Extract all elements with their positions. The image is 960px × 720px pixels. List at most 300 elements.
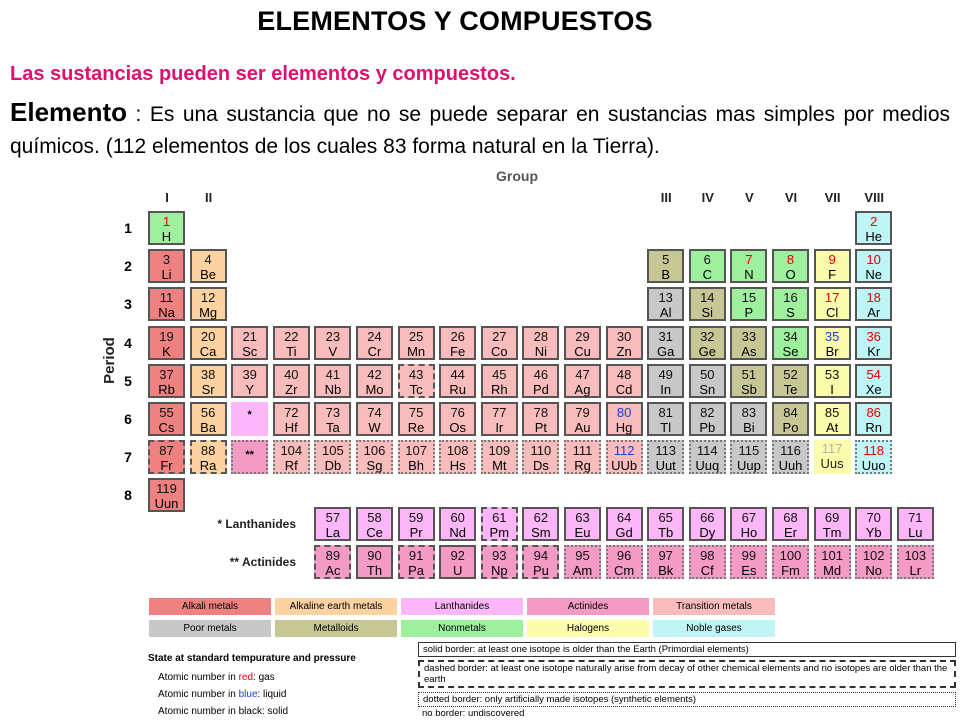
element-cell[interactable] <box>148 249 185 283</box>
element-symbol: Sc <box>242 343 258 359</box>
element-cell[interactable] <box>190 249 227 283</box>
element-cell[interactable] <box>398 507 435 541</box>
atomic-number: 42 <box>367 366 382 382</box>
atomic-number: 49 <box>658 366 673 382</box>
border-legend-dotted: dotted border: only artificially made isotopes (synthetic elements) <box>418 692 956 707</box>
atomic-number: 67 <box>741 510 757 525</box>
element-cell[interactable] <box>855 326 892 360</box>
element-cell[interactable] <box>689 326 726 360</box>
element-cell[interactable] <box>356 545 393 579</box>
atomic-number: 36 <box>866 328 881 344</box>
element-cell[interactable] <box>855 507 892 541</box>
element-symbol: W <box>368 420 381 435</box>
element-cell[interactable] <box>897 507 934 541</box>
element-cell[interactable] <box>314 545 351 579</box>
element-cell[interactable] <box>689 287 726 321</box>
element-symbol: V <box>328 343 338 359</box>
element-symbol: Db <box>324 458 342 474</box>
element-cell[interactable] <box>814 326 851 360</box>
atomic-number: 55 <box>159 405 174 420</box>
element-cell[interactable] <box>190 364 227 398</box>
element-cell[interactable] <box>356 326 393 360</box>
element-cell[interactable] <box>730 402 767 436</box>
element-cell[interactable] <box>855 440 892 474</box>
element-cell[interactable] <box>356 440 393 474</box>
atomic-number: 65 <box>658 510 673 525</box>
element-symbol: Sn <box>699 381 716 397</box>
element-symbol: U <box>452 563 463 578</box>
element-cell[interactable] <box>148 287 185 321</box>
element-cell[interactable] <box>855 545 892 579</box>
element-cell[interactable] <box>855 211 892 245</box>
atomic-number: 79 <box>575 405 590 420</box>
element-symbol: F <box>828 267 837 283</box>
page-title: ELEMENTOS Y COMPUESTOS <box>257 6 653 36</box>
element-cell[interactable] <box>855 287 892 321</box>
element-cell[interactable] <box>897 545 934 579</box>
atomic-number: 8 <box>786 252 795 268</box>
element-cell[interactable] <box>314 507 351 541</box>
element-cell[interactable] <box>772 402 809 436</box>
border-legend-solid: solid border: at least one isotope is older than the Earth (Primordial elements) <box>418 642 956 657</box>
element-cell[interactable] <box>481 545 518 579</box>
element-cell[interactable] <box>190 326 227 360</box>
period-label: 5 <box>124 372 132 389</box>
element-symbol: Uus <box>820 456 844 472</box>
element-cell[interactable] <box>689 249 726 283</box>
element-cell[interactable] <box>439 364 476 398</box>
f-block-placeholder: ** <box>231 440 268 474</box>
element-symbol: Y <box>245 381 255 397</box>
atomic-number: 11 <box>159 290 174 306</box>
state-legend-item <box>158 672 275 683</box>
element-cell[interactable] <box>148 211 185 245</box>
element-symbol: Ar <box>867 305 881 321</box>
element-symbol: Mt <box>492 458 507 474</box>
element-symbol: Am <box>572 563 593 578</box>
element-symbol: Ne <box>865 267 882 283</box>
atomic-number: 60 <box>450 510 465 525</box>
element-symbol: Ir <box>495 420 504 435</box>
element-cell[interactable] <box>606 507 643 541</box>
period-label: 8 <box>124 487 132 504</box>
element-symbol: Fr <box>160 458 173 474</box>
element-symbol: Lr <box>909 563 922 578</box>
element-symbol: Ta <box>326 420 340 435</box>
atomic-number: 26 <box>450 328 465 344</box>
element-cell[interactable] <box>647 402 684 436</box>
element-symbol: Ho <box>740 525 758 540</box>
element-symbol: Po <box>782 420 799 435</box>
element-cell[interactable] <box>522 364 559 398</box>
element-symbol: Bk <box>658 563 674 578</box>
element-symbol: Xe <box>865 381 882 397</box>
element-cell[interactable] <box>689 402 726 436</box>
element-cell[interactable] <box>647 440 684 474</box>
element-symbol: K <box>162 343 171 359</box>
group-label-V: V <box>745 190 754 205</box>
element-cell[interactable] <box>564 507 601 541</box>
legend-lanthanide: Lanthanides <box>401 598 523 615</box>
element-symbol: Yb <box>865 525 882 540</box>
atomic-number: 15 <box>741 290 757 306</box>
element-cell[interactable] <box>398 440 435 474</box>
element-symbol: Rn <box>865 420 882 435</box>
atomic-number: 114 <box>696 443 718 459</box>
element-cell[interactable] <box>148 478 185 512</box>
element-cell[interactable] <box>190 440 227 474</box>
definition-term: Elemento <box>10 97 128 127</box>
element-cell[interactable] <box>730 364 767 398</box>
element-cell[interactable] <box>356 507 393 541</box>
atomic-number: 28 <box>533 328 549 344</box>
element-cell[interactable] <box>647 364 684 398</box>
element-symbol: Mo <box>365 381 384 397</box>
atomic-number: 89 <box>325 548 341 563</box>
atomic-number: 113 <box>655 443 677 459</box>
element-cell[interactable] <box>522 402 559 436</box>
element-symbol: La <box>325 525 341 540</box>
atomic-number: 25 <box>408 328 424 344</box>
element-cell[interactable] <box>855 249 892 283</box>
border-legend-dashed: dashed border: at least one isotope naturally arise from decay of other chemical elements and no isotopes are older than the earth <box>418 660 956 688</box>
atomic-number: 10 <box>866 252 881 268</box>
element-symbol: Zr <box>285 381 298 397</box>
atomic-number: 91 <box>408 548 424 563</box>
element-symbol: Nd <box>449 525 466 540</box>
element-cell[interactable] <box>647 507 684 541</box>
atomic-number: 92 <box>450 548 465 563</box>
element-symbol: I <box>830 381 834 397</box>
atomic-number: 54 <box>866 366 881 382</box>
atomic-number: 30 <box>616 328 632 344</box>
element-symbol: Pd <box>532 381 549 397</box>
group-label-VII: VII <box>824 190 841 205</box>
element-cell[interactable] <box>356 402 393 436</box>
atomic-number: 97 <box>658 548 673 563</box>
atomic-number: 14 <box>700 290 715 306</box>
atomic-number: 6 <box>703 252 711 268</box>
atomic-number: 115 <box>738 443 760 459</box>
element-cell[interactable] <box>564 364 601 398</box>
element-cell[interactable] <box>855 402 892 436</box>
atomic-number: 17 <box>824 290 840 306</box>
atomic-number: 82 <box>700 405 715 420</box>
atomic-number: 44 <box>450 366 465 382</box>
atomic-number: 84 <box>783 405 798 420</box>
atomic-number: 39 <box>242 366 257 382</box>
element-symbol: Zn <box>616 343 632 359</box>
element-symbol: Ac <box>325 563 341 578</box>
element-cell[interactable] <box>148 364 185 398</box>
element-cell[interactable] <box>606 326 643 360</box>
element-symbol: Ga <box>657 343 675 359</box>
element-symbol: Sr <box>201 381 215 397</box>
atomic-number: 109 <box>488 443 511 459</box>
element-symbol: As <box>741 343 757 359</box>
element-symbol: Bh <box>408 458 425 474</box>
element-symbol: Pb <box>699 420 716 435</box>
atomic-number: 62 <box>533 510 549 525</box>
element-symbol: Ba <box>200 420 217 435</box>
element-cell[interactable] <box>398 545 435 579</box>
element-symbol: Uuq <box>695 458 720 474</box>
element-cell[interactable] <box>772 545 809 579</box>
element-symbol: Uup <box>736 458 761 474</box>
atomic-number: 43 <box>408 366 424 382</box>
atomic-number: 4 <box>204 252 212 268</box>
atomic-number: 75 <box>408 405 424 420</box>
element-symbol: Eu <box>574 525 591 540</box>
element-cell[interactable] <box>689 440 726 474</box>
atomic-number: 58 <box>367 510 382 525</box>
element-cell[interactable] <box>190 402 227 436</box>
element-cell[interactable] <box>730 249 767 283</box>
element-cell[interactable] <box>481 364 518 398</box>
element-cell[interactable] <box>772 249 809 283</box>
group-label-III: III <box>660 190 672 205</box>
element-cell[interactable] <box>730 440 767 474</box>
state-color-word: blue <box>238 689 258 700</box>
element-cell[interactable] <box>772 287 809 321</box>
element-cell[interactable] <box>606 440 643 474</box>
element-symbol: Lu <box>908 525 923 540</box>
state-color-word: black <box>238 706 262 717</box>
legend-nonmetal: Nonmetals <box>401 620 523 637</box>
state-legend-title: State at standard tempurature and pressure <box>148 653 356 664</box>
element-cell[interactable] <box>398 364 435 398</box>
element-symbol: Tb <box>658 525 674 540</box>
element-symbol: Be <box>200 267 217 283</box>
atomic-number: 34 <box>783 328 798 344</box>
element-symbol: Sb <box>740 381 757 397</box>
atomic-number: 90 <box>367 548 382 563</box>
element-symbol: Rg <box>574 458 591 474</box>
f-block-placeholder: * <box>231 402 268 436</box>
element-cell[interactable] <box>314 364 351 398</box>
atomic-number: 101 <box>821 548 843 563</box>
atomic-number: 31 <box>658 328 673 344</box>
element-cell[interactable] <box>439 507 476 541</box>
element-cell[interactable] <box>439 326 476 360</box>
definition-text: : Es una sustancia que no se puede separar en sustancias mas simples por medios químicos. (112 elementos de los cuales 83 forma natural en la Tierra). <box>10 103 950 158</box>
element-cell[interactable] <box>522 545 559 579</box>
element-symbol: Fe <box>450 343 466 359</box>
element-symbol: Os <box>449 420 466 435</box>
element-cell[interactable] <box>148 402 185 436</box>
element-symbol: Co <box>490 343 508 359</box>
atomic-number: 74 <box>367 405 382 420</box>
period-label: 1 <box>124 220 132 236</box>
element-cell[interactable] <box>439 440 476 474</box>
element-cell[interactable] <box>273 364 310 398</box>
atomic-number: 87 <box>159 443 174 459</box>
atomic-number: 52 <box>783 366 798 382</box>
element-symbol: Np <box>490 563 508 578</box>
element-symbol: P <box>744 305 754 321</box>
element-cell[interactable] <box>730 507 767 541</box>
element-cell[interactable] <box>814 440 851 474</box>
element-symbol: Ra <box>199 458 217 474</box>
atomic-number: 94 <box>533 548 549 563</box>
element-symbol: Na <box>158 305 175 321</box>
element-cell[interactable] <box>148 440 185 474</box>
element-cell[interactable] <box>689 507 726 541</box>
element-cell[interactable] <box>772 507 809 541</box>
element-cell[interactable] <box>689 364 726 398</box>
element-cell[interactable] <box>356 364 393 398</box>
element-cell[interactable] <box>564 440 601 474</box>
element-cell[interactable] <box>231 364 268 398</box>
atomic-number: 117 <box>821 441 843 457</box>
element-cell[interactable] <box>231 326 268 360</box>
element-cell[interactable] <box>814 287 851 321</box>
atomic-number: 63 <box>575 510 590 525</box>
atomic-number: 57 <box>325 510 341 525</box>
element-cell[interactable] <box>314 326 351 360</box>
element-symbol: Uuh <box>778 458 803 474</box>
atomic-number: 7 <box>745 252 753 268</box>
element-cell[interactable] <box>398 402 435 436</box>
atomic-number: 50 <box>700 366 715 382</box>
element-cell[interactable] <box>564 402 601 436</box>
element-symbol: Er <box>784 525 797 540</box>
element-symbol: In <box>660 381 672 397</box>
element-cell[interactable] <box>481 507 518 541</box>
element-cell[interactable] <box>439 402 476 436</box>
atomic-number: 47 <box>575 366 590 382</box>
element-cell[interactable] <box>772 364 809 398</box>
element-symbol: Cl <box>825 305 839 321</box>
atomic-number: 73 <box>325 405 341 420</box>
element-symbol: Fm <box>781 563 800 578</box>
element-cell[interactable] <box>814 507 851 541</box>
atomic-number: 105 <box>322 443 344 459</box>
element-cell[interactable] <box>439 545 476 579</box>
element-cell[interactable] <box>190 287 227 321</box>
atomic-number: 70 <box>866 510 881 525</box>
element-symbol: Si <box>701 305 714 321</box>
element-cell[interactable] <box>772 440 809 474</box>
atomic-number: 76 <box>450 405 465 420</box>
legend-alkaline: Alkaline earth metals <box>275 598 397 615</box>
element-symbol: Cm <box>613 563 635 578</box>
element-symbol: Gd <box>615 525 633 540</box>
atomic-number: 46 <box>533 366 549 382</box>
atomic-number: 21 <box>242 328 257 344</box>
state-suffix: : solid <box>261 706 289 717</box>
group-label-II: II <box>204 190 213 205</box>
element-cell[interactable] <box>814 249 851 283</box>
element-cell[interactable] <box>148 326 185 360</box>
element-cell[interactable] <box>647 326 684 360</box>
element-symbol: N <box>744 267 754 283</box>
element-cell[interactable] <box>814 402 851 436</box>
atomic-number: 32 <box>700 328 715 344</box>
element-cell[interactable] <box>814 364 851 398</box>
element-symbol: Cr <box>367 343 382 359</box>
atomic-number: 72 <box>284 405 299 420</box>
atomic-number: 108 <box>446 443 469 459</box>
element-cell[interactable] <box>606 402 643 436</box>
element-symbol: Ru <box>449 381 466 397</box>
element-cell[interactable] <box>314 402 351 436</box>
atomic-number: 23 <box>325 328 341 344</box>
legend-poor: Poor metals <box>149 620 271 637</box>
element-symbol: Cs <box>158 420 175 435</box>
element-symbol: Hs <box>449 458 466 474</box>
state-suffix: : gas <box>253 672 275 683</box>
atomic-number: 119 <box>156 481 177 497</box>
atomic-number: 110 <box>530 443 552 459</box>
legend-actinide: Actinides <box>527 598 649 615</box>
period-label: 2 <box>124 258 132 275</box>
atomic-number: 16 <box>783 290 798 306</box>
element-cell[interactable] <box>522 507 559 541</box>
atomic-number: 29 <box>575 328 590 344</box>
atomic-number: 20 <box>200 328 216 344</box>
atomic-number: 102 <box>862 548 885 563</box>
element-cell[interactable] <box>814 545 851 579</box>
atomic-number: 95 <box>575 548 590 563</box>
element-cell[interactable] <box>606 364 643 398</box>
element-symbol: B <box>661 267 671 283</box>
element-cell[interactable] <box>564 545 601 579</box>
element-cell[interactable] <box>273 440 310 474</box>
element-symbol: Kr <box>867 343 881 359</box>
element-cell[interactable] <box>314 440 351 474</box>
element-symbol: At <box>825 420 839 435</box>
state-prefix: Atomic number in <box>158 689 239 700</box>
element-cell[interactable] <box>855 364 892 398</box>
state-color-word: red <box>238 672 254 683</box>
atomic-number: 69 <box>824 510 840 525</box>
group-label-VIII: VIII <box>864 190 884 205</box>
atomic-number: 83 <box>741 405 757 420</box>
element-cell[interactable] <box>647 287 684 321</box>
atomic-number: 18 <box>866 290 881 306</box>
element-cell[interactable] <box>481 440 518 474</box>
element-cell[interactable] <box>772 326 809 360</box>
element-cell[interactable] <box>647 545 684 579</box>
element-symbol: Es <box>741 563 757 578</box>
element-cell[interactable] <box>522 440 559 474</box>
element-symbol: Se <box>782 343 799 359</box>
element-cell[interactable] <box>564 326 601 360</box>
legend-noble: Noble gases <box>653 620 775 637</box>
element-cell[interactable] <box>522 326 559 360</box>
element-cell[interactable] <box>730 545 767 579</box>
atomic-number: 96 <box>616 548 632 563</box>
element-cell[interactable] <box>398 326 435 360</box>
atomic-number: 103 <box>904 548 927 563</box>
element-cell[interactable] <box>730 326 767 360</box>
atomic-number: 106 <box>363 443 386 459</box>
element-symbol: Mg <box>199 305 218 321</box>
element-cell[interactable] <box>689 545 726 579</box>
element-cell[interactable] <box>273 402 310 436</box>
element-cell[interactable] <box>481 402 518 436</box>
element-cell[interactable] <box>481 326 518 360</box>
atomic-number: 40 <box>284 366 299 382</box>
element-cell[interactable] <box>730 287 767 321</box>
element-symbol: Uut <box>655 458 676 474</box>
element-cell[interactable] <box>273 326 310 360</box>
element-symbol: Uuo <box>861 458 886 474</box>
element-symbol: Pt <box>534 420 548 435</box>
element-cell[interactable] <box>606 545 643 579</box>
element-cell[interactable] <box>647 249 684 283</box>
